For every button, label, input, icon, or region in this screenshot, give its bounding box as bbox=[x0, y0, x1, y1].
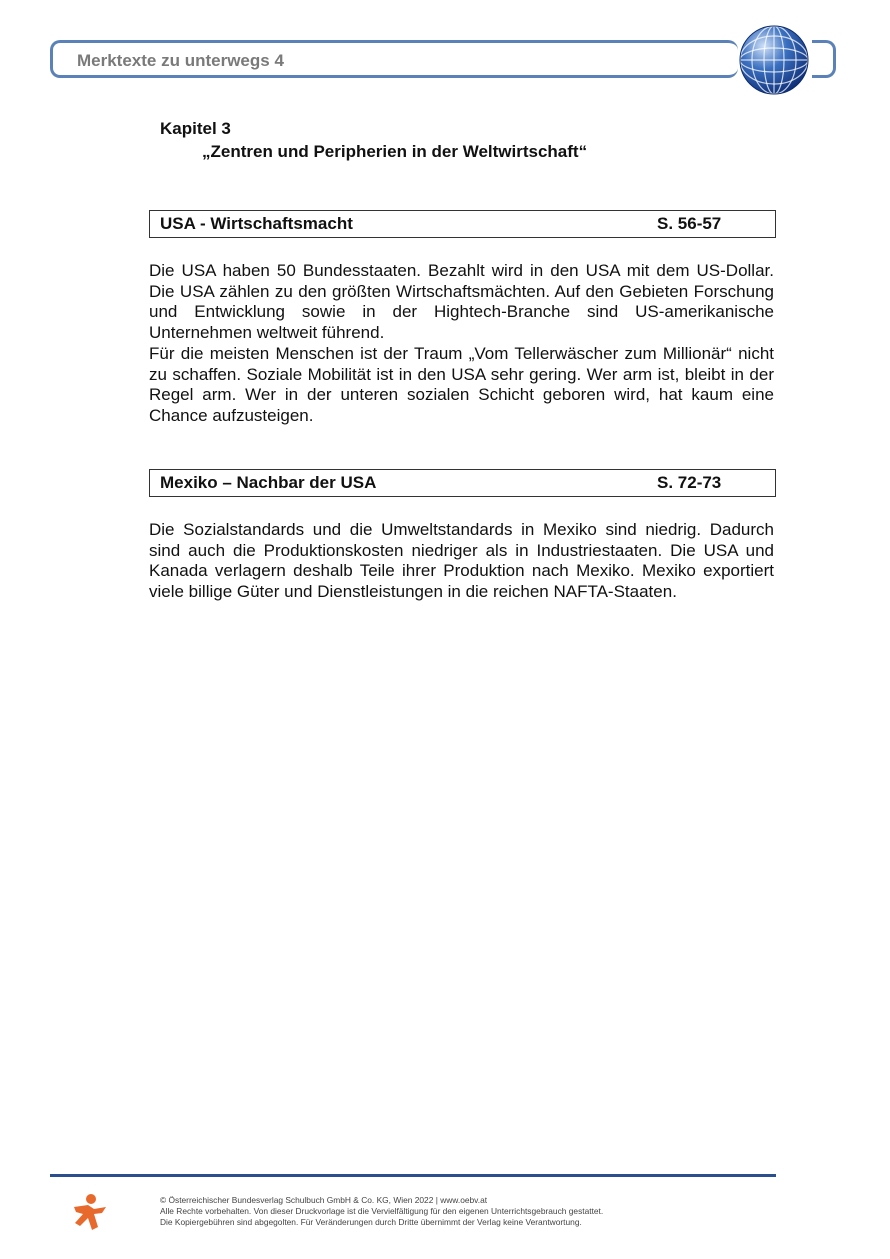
paragraph: Die Sozialstandards und die Umweltstandards in Mexiko sind niedrig. Dadurch sind auch die Produktionskosten niedriger als in Industriestaaten. Die USA und Kanada verlagern deshalb Teile ihrer Produktion nach Mexiko. Mexiko exportiert viele billige Güter und Dienstleistungen in die reichen NAFTA-Staaten. bbox=[149, 520, 774, 602]
chapter-label: Kapitel 3 bbox=[160, 119, 231, 138]
chapter-subtitle: „Zentren und Peripherien in der Weltwirtschaft“ bbox=[202, 142, 588, 161]
footer-divider bbox=[50, 1174, 776, 1177]
section-pages: S. 56-57 bbox=[657, 214, 722, 233]
oebv-logo-icon bbox=[72, 1193, 108, 1231]
section-header-mexiko bbox=[149, 469, 776, 497]
footer-copyright: © Österreichischer Bundesverlag Schulbuch GmbH & Co. KG, Wien 2022 | www.oebv.at bbox=[160, 1195, 488, 1205]
section-pages: S. 72-73 bbox=[657, 473, 722, 492]
section-text-mexiko bbox=[149, 520, 774, 603]
footer-rights: Alle Rechte vorbehalten. Von dieser Druckvorlage ist die Vervielfältigung für den eigenen Unterrichtsgebrauch gestattet. bbox=[160, 1206, 604, 1216]
header-bar bbox=[50, 40, 738, 78]
section-title: USA - Wirtschaftsmacht bbox=[160, 214, 353, 233]
page-header-title: Merktexte zu unterwegs 4 bbox=[77, 51, 284, 70]
section-text-usa bbox=[149, 261, 774, 427]
footer-fees: Die Kopiergebühren sind abgegolten. Für Veränderungen durch Dritte übernimmt der Verlag keine Verantwortung. bbox=[160, 1217, 582, 1227]
paragraph: Die USA haben 50 Bundesstaaten. Bezahlt wird in den USA mit dem US-Dollar. Die USA zählen zu den größten Wirtschaftsmächten. Auf den Gebieten Forschung und Entwicklung sowie in der Hightech-Branche sind US-amerikanische Unternehmen weltweit führend. bbox=[149, 261, 774, 343]
paragraph: Für die meisten Menschen ist der Traum „Vom Tellerwäscher zum Millionär“ nicht zu schaffen. Soziale Mobilität ist in den USA sehr gering. Wer arm ist, bleibt in der Regel arm. Wer in der unteren sozialen Schicht geboren wird, hat kaum eine Chance aufzusteigen. bbox=[149, 343, 774, 425]
header-bar-end bbox=[812, 40, 836, 78]
section-header-usa bbox=[149, 210, 776, 238]
chapter-heading bbox=[160, 117, 587, 163]
footer-legal bbox=[160, 1195, 603, 1228]
globe-icon bbox=[738, 24, 810, 96]
section-title: Mexiko – Nachbar der USA bbox=[160, 473, 377, 492]
